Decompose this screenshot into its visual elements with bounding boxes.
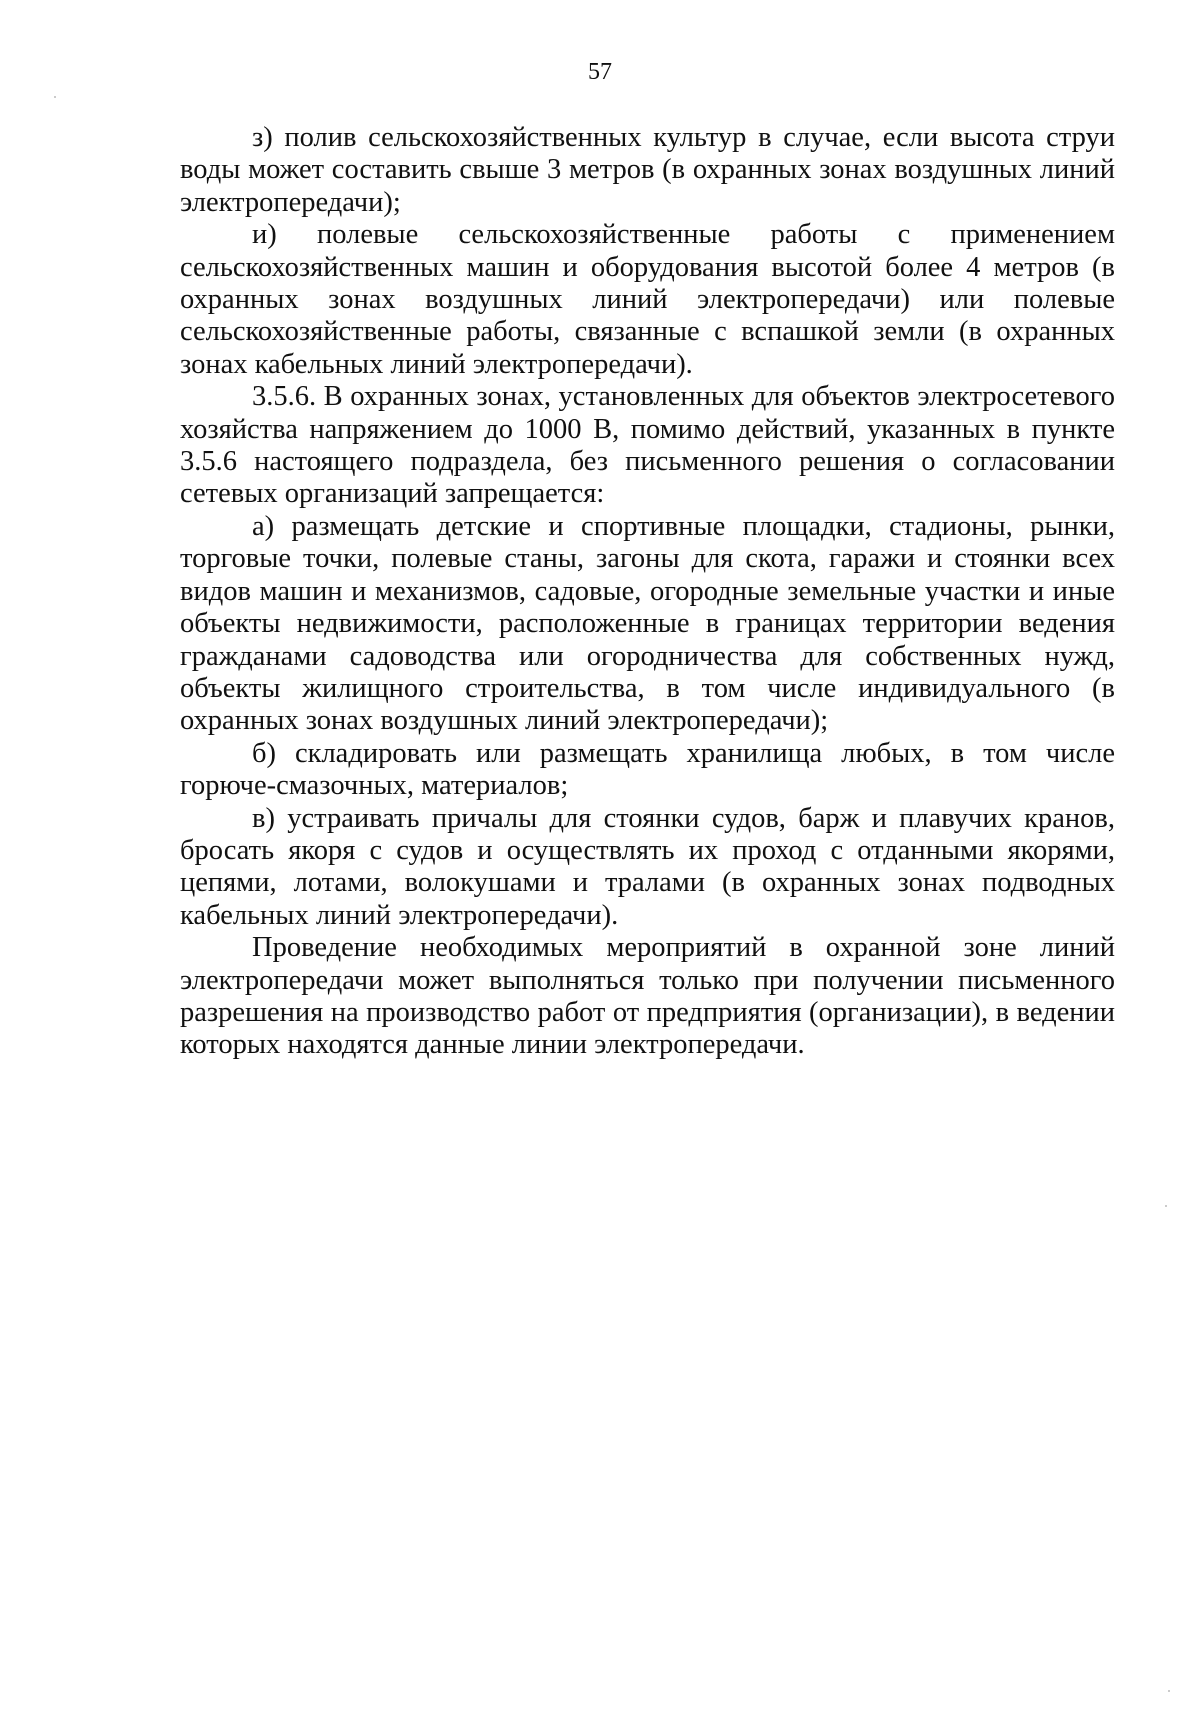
page-number: 57 xyxy=(588,59,612,85)
paragraph-v-moorings: в) устраивать причалы для стоянки судов, барж и плавучих кранов, бросать якоря с судов и осуществлять их проход с отданными якорями, цепями, лотами, волокушами и тралами (в охранных зонах подводных кабельных линий электропередачи). xyxy=(180,802,1115,931)
paragraph-a-placement: а) размещать детские и спортивные площадки, стадионы, рынки, торговые точки, полевые станы, загоны для скота, гаражи и стоянки всех видов машин и механизмов, садовые, огородные земельные участки и иные объекты недвижимости, расположенные в границах территории ведения гражданами садоводства или огородничества для собственных нужд, объекты жилищного строительства, в том числе индивидуального (в охранных зонах воздушных линий электропередачи); xyxy=(180,510,1115,737)
paragraph-3-5-6: 3.5.6. В охранных зонах, установленных для объектов электросетевого хозяйства напряжением до 1000 В, помимо действий, указанных в пункте 3.5.6 настоящего подраздела, без письменного решения о согласовании сетевых организаций запрещается: xyxy=(180,381,1115,510)
paragraph-b-storage: б) складировать или размещать хранилища любых, в том числе горюче-смазочных, материалов; xyxy=(180,737,1115,802)
scan-speck xyxy=(54,96,56,98)
scan-speck xyxy=(1165,1205,1167,1207)
document-body xyxy=(180,122,1115,1062)
paragraph-z-irrigation: з) полив сельскохозяйственных культур в случае, если высота струи воды может составить свыше 3 метров (в охранных зонах воздушных линий электропередачи); xyxy=(180,122,1115,218)
paragraph-i-field-works: и) полевые сельскохозяйственные работы с применением сельскохозяйственных машин и оборудования высотой более 4 метров (в охранных зонах воздушных линий электропередачи) или полевые сельскохозяйственные работы, связанные с вспашкой земли (в охранных зонах кабельных линий электропередачи). xyxy=(180,219,1115,380)
scan-speck xyxy=(1168,1690,1170,1692)
paragraph-permission: Проведение необходимых мероприятий в охранной зоне линий электропередачи может выполняться только при получении письменного разрешения на производство работ от предприятия (организации), в ведении которых находятся данные линии электропередачи. xyxy=(180,932,1115,1061)
